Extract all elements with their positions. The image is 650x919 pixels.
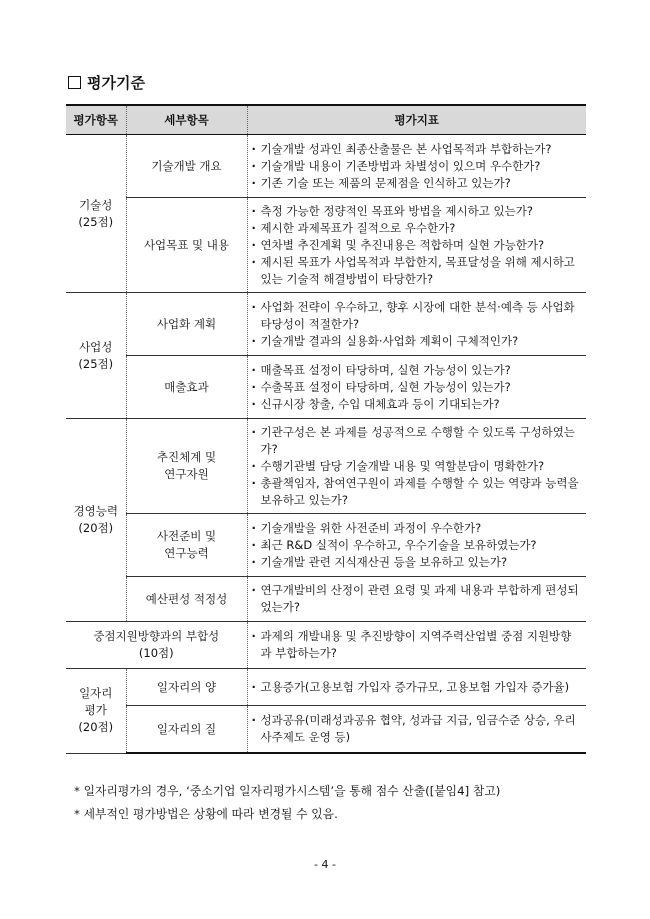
indicator-cell (247, 514, 586, 577)
table-row (66, 577, 586, 622)
checkbox-square-icon (68, 76, 81, 89)
category-cell-tech: 기술성 (25점) (66, 135, 126, 293)
header-indicator: 평가지표 (247, 105, 586, 135)
indicator-item: · 사업화 전략이 우수하고, 향후 시장에 대한 분석·예측 등 사업화 타당성이 적절한가? (252, 299, 583, 333)
indicator-item: · 제시한 과제목표가 질적으로 우수한가? (252, 220, 583, 237)
page-number: - 4 - (314, 858, 336, 871)
table-row (66, 669, 586, 706)
table-row (66, 293, 586, 356)
indicator-cell (247, 577, 586, 622)
category-cell-business: 사업성 (25점) (66, 293, 126, 419)
indicator-item: · 기관구성은 본 과제를 성공적으로 수행할 수 있도록 구성하였는가? (252, 424, 583, 458)
indicator-item: · 성과공유(미래성과공유 협약, 성과급 지급, 임금수준 상승, 우리사주제도 운영 등) (252, 712, 583, 746)
indicator-item: · 기술개발 내용이 기존방법과 차별성이 있으며 우수한가? (252, 158, 583, 175)
indicator-cell (247, 356, 586, 419)
indicator-item: · 기존 기술 또는 제품의 문제점을 인식하고 있는가? (252, 175, 583, 192)
evaluation-criteria-table (66, 104, 586, 754)
subitem-cell: 일자리의 질 (126, 706, 247, 754)
subitem-cell: 일자리의 양 (126, 669, 247, 706)
indicator-item: · 최근 R&D 실적이 우수하고, 우수기술을 보유하였는가? (252, 537, 583, 554)
indicator-cell (247, 706, 586, 754)
indicator-cell (247, 198, 586, 293)
indicator-cell (247, 622, 586, 669)
table-row (66, 198, 586, 293)
header-category: 평가항목 (66, 105, 126, 135)
indicator-item: · 측정 가능한 정량적인 목표와 방법을 제시하고 있는가? (252, 203, 583, 220)
table-row (66, 622, 586, 669)
table-row (66, 419, 586, 514)
indicator-item: · 총괄책임자, 참여연구원이 과제를 수행할 수 있는 역량과 능력을 보유하고 있는가? (252, 475, 583, 509)
indicator-item: · 고용증가(고용보험 가입자 증가규모, 고용보험 가입자 증가율) (252, 679, 583, 696)
footnotes (74, 780, 500, 826)
indicator-item: · 과제의 개발내용 및 추진방향이 지역주력산업별 중점 지원방향과 부합하는가? (252, 628, 583, 662)
table-row (66, 135, 586, 198)
header-subitem: 세부항목 (126, 105, 247, 135)
subitem-cell: 사업목표 및 내용 (126, 198, 247, 293)
table-row (66, 356, 586, 419)
subitem-cell: 사전준비 및 연구능력 (126, 514, 247, 577)
subitem-cell: 사업화 계획 (126, 293, 247, 356)
table-row (66, 514, 586, 577)
indicator-item: · 제시된 목표가 사업목적과 부합한지, 목표달성을 위해 제시하고 있는 기술적 해결방법이 타당한가? (252, 254, 583, 288)
category-cell-management: 경영능력 (20점) (66, 419, 126, 622)
section-title: 평가기준 (87, 74, 145, 92)
indicator-item: · 기술개발 관련 지식재산권 등을 보유하고 있는가? (252, 554, 583, 571)
indicator-cell (247, 135, 586, 198)
indicator-cell (247, 669, 586, 706)
section-heading (68, 72, 145, 93)
indicator-item: · 연차별 추진계획 및 추진내용은 적합하며 실현 가능한가? (252, 237, 583, 254)
table-row (66, 706, 586, 754)
footnote: * 일자리평가의 경우, ‘중소기업 일자리평가시스템’을 통해 점수 산출([붙임4] 참고) (74, 784, 501, 798)
category-cell-alignment: 중점지원방향과의 부합성 (10점) (66, 622, 247, 669)
subitem-cell: 추진체계 및 연구자원 (126, 419, 247, 514)
footnote: * 세부적인 평가방법은 상황에 따라 변경될 수 있음. (74, 807, 338, 821)
subitem-cell: 기술개발 개요 (126, 135, 247, 198)
indicator-cell (247, 293, 586, 356)
indicator-item: · 신규시장 창출, 수입 대체효과 등이 기대되는가? (252, 396, 583, 413)
subitem-cell: 매출효과 (126, 356, 247, 419)
indicator-item: · 기술개발 성과인 최종산출물은 본 사업목적과 부합하는가? (252, 141, 583, 158)
indicator-item: · 수출목표 설정이 타당하며, 실현 가능성이 있는가? (252, 379, 583, 396)
category-cell-jobs: 일자리 평가 (20점) (66, 669, 126, 754)
indicator-item: · 기술개발을 위한 사전준비 과정이 우수한가? (252, 520, 583, 537)
table-header-row (66, 105, 586, 135)
indicator-item: · 연구개발비의 산정이 관련 요령 및 과제 내용과 부합하게 편성되었는가? (252, 582, 583, 616)
indicator-item: · 매출목표 설정이 타당하며, 실현 가능성이 있는가? (252, 362, 583, 379)
subitem-cell: 예산편성 적정성 (126, 577, 247, 622)
indicator-item: · 기술개발 결과의 실용화·사업화 계획이 구체적인가? (252, 333, 583, 350)
indicator-cell (247, 419, 586, 514)
indicator-item: · 수행기관별 담당 기술개발 내용 및 역할분담이 명확한가? (252, 458, 583, 475)
